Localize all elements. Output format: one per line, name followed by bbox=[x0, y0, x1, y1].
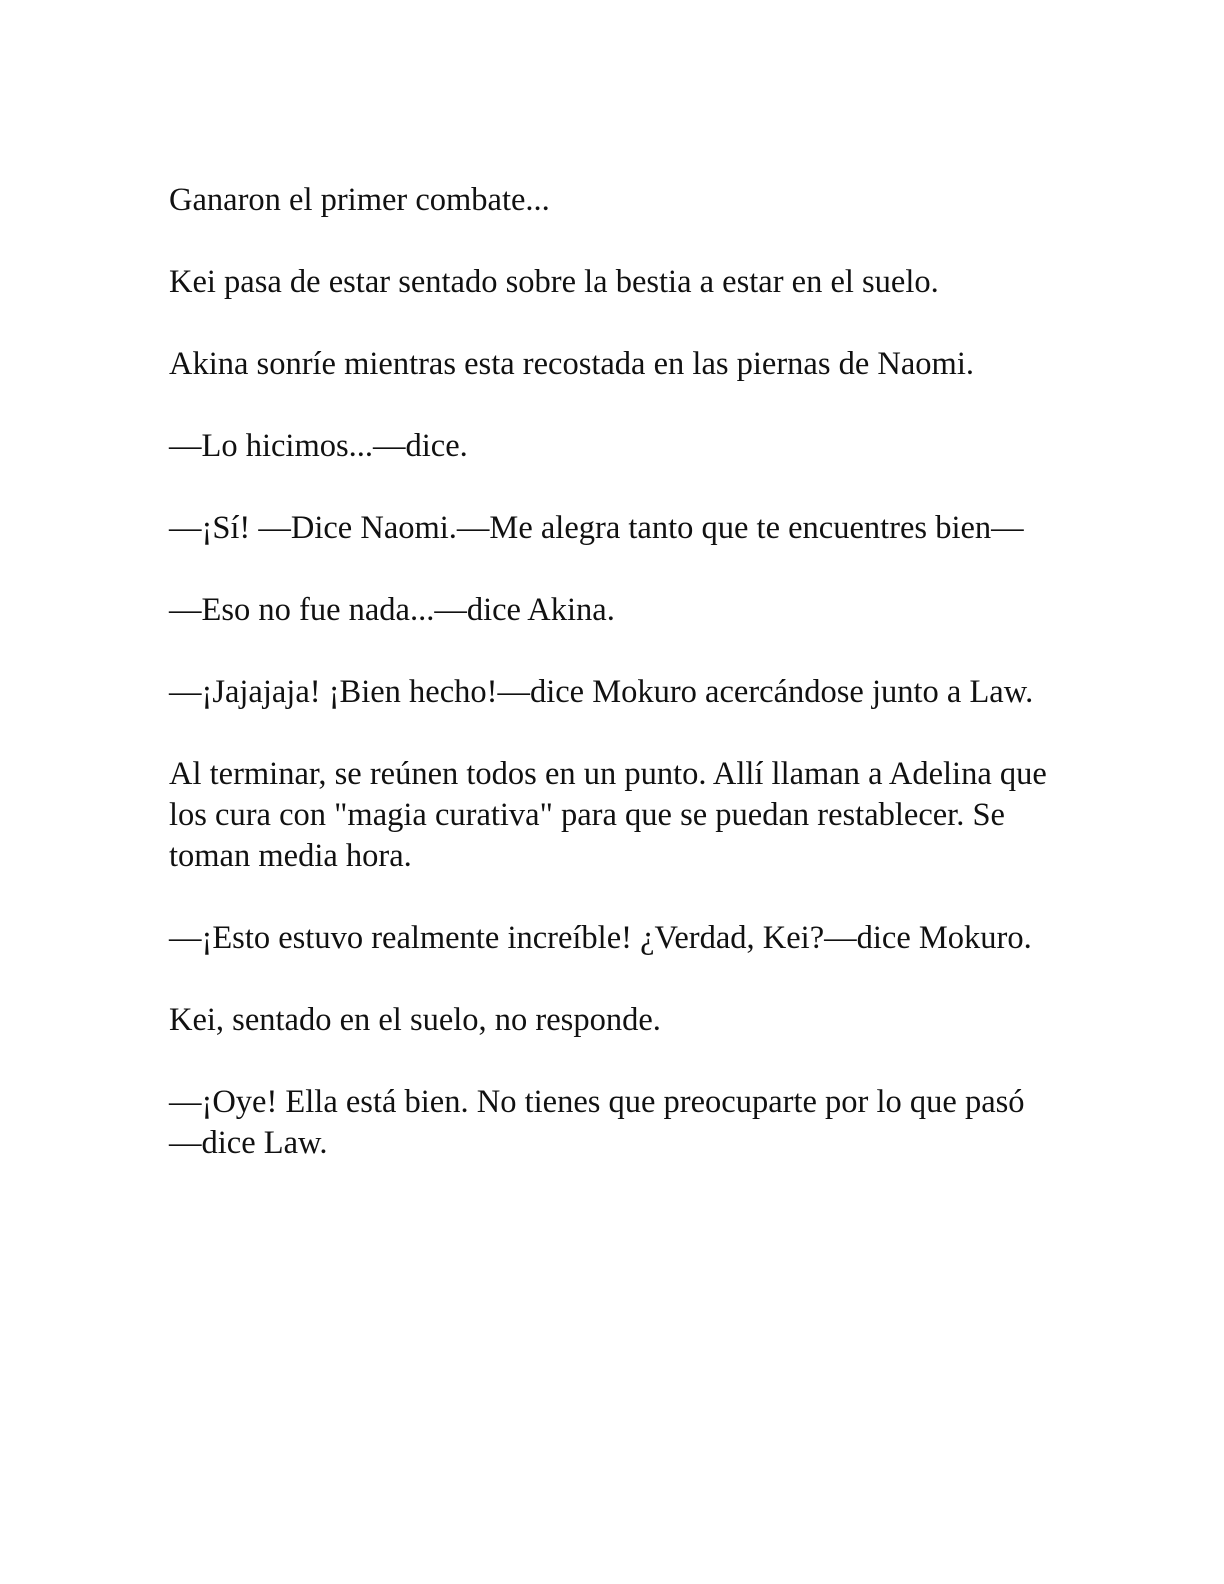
paragraph-4: —Lo hicimos...—dice. bbox=[169, 428, 468, 464]
paragraph-2: Kei pasa de estar sentado sobre la bestia a estar en el suelo. bbox=[169, 264, 939, 300]
paragraph-1: Ganaron el primer combate... bbox=[169, 182, 550, 218]
paragraph-7: —¡Jajajaja! ¡Bien hecho!—dice Mokuro acercándose junto a Law. bbox=[169, 674, 1034, 710]
paragraph-11: —¡Oye! Ella está bien. No tienes que preocuparte por lo que pasó—dice Law. bbox=[169, 1084, 1025, 1161]
paragraph-3: Akina sonríe mientras esta recostada en las piernas de Naomi. bbox=[169, 346, 974, 382]
paragraph-10: Kei, sentado en el suelo, no responde. bbox=[169, 1002, 661, 1038]
paragraph-9: —¡Esto estuvo realmente increíble! ¿Verdad, Kei?—dice Mokuro. bbox=[169, 920, 1032, 956]
paragraph-5: —¡Sí! —Dice Naomi.—Me alegra tanto que te encuentres bien— bbox=[169, 510, 1024, 546]
paragraph-6: —Eso no fue nada...—dice Akina. bbox=[169, 592, 615, 628]
document-page bbox=[169, 180, 1049, 1205]
paragraph-8: Al terminar, se reúnen todos en un punto. Allí llaman a Adelina que los cura con "magia curativa" para que se puedan restablecer. Se toman media hora. bbox=[169, 756, 1047, 874]
